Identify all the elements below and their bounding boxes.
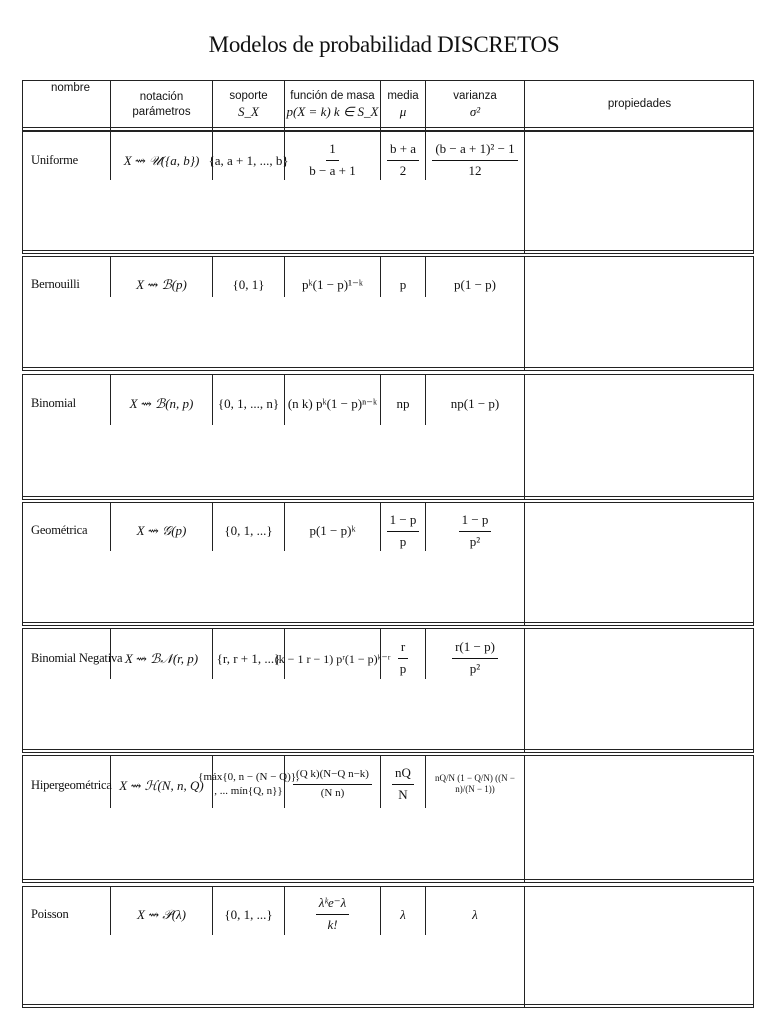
table-row xyxy=(22,374,754,500)
media-denominator: N xyxy=(398,786,408,802)
row-masa xyxy=(285,891,380,937)
header-soporte xyxy=(213,81,284,128)
row-varianza: λ xyxy=(472,906,478,922)
header-funcion-symbol: p(X = k) k ∈ S_X xyxy=(286,103,379,119)
row-masa xyxy=(285,138,380,182)
row-soporte: {0, 1, ...} xyxy=(224,906,273,922)
row-nombre: Poisson xyxy=(31,907,69,922)
row-nombre: Uniforme xyxy=(31,153,78,168)
row-notacion: X ⇝ ℬ(n, p) xyxy=(129,395,194,411)
media-numerator: r xyxy=(398,639,408,658)
media-denominator: p xyxy=(399,533,407,549)
masa-numerator: (Q k)(N−Q n−k) xyxy=(293,768,372,785)
row-masa: (n k) pᵏ(1 − p)ⁿ⁻ᵏ xyxy=(287,395,378,411)
row-varianza: np(1 − p) xyxy=(450,395,500,411)
masa-numerator: 1 xyxy=(326,141,339,160)
header-funcion xyxy=(285,81,380,128)
row-nombre: Hipergeométrica xyxy=(31,778,112,793)
varianza-numerator: r(1 − p) xyxy=(452,639,498,658)
row-nombre: Binomial Negativa xyxy=(31,651,123,666)
table-row xyxy=(22,502,754,626)
row-notacion: X ⇝ ℬ(p) xyxy=(136,276,187,292)
media-denominator: p xyxy=(399,660,407,676)
row-nombre: Bernouilli xyxy=(31,277,80,292)
table-row xyxy=(22,628,754,753)
header-media-symbol: μ xyxy=(399,103,407,119)
row-media: λ xyxy=(400,906,406,922)
header-varianza xyxy=(426,81,524,128)
row-soporte: {a, a + 1, ..., b} xyxy=(208,152,289,168)
soporte-line-1: {máx{0, n − (N − Q)}, xyxy=(198,771,299,784)
varianza-denominator: p² xyxy=(469,533,481,549)
row-varianza: nQ/N (1 − Q/N) ((N − n)/(N − 1)) xyxy=(435,773,515,794)
row-notacion: X ⇝ 𝒰({a, b}) xyxy=(123,152,200,168)
table-row xyxy=(22,755,754,883)
varianza-denominator: 12 xyxy=(468,162,482,178)
row-notacion: X ⇝ ℋ(N, n, Q) xyxy=(119,777,204,793)
row-notacion: X ⇝ ℬ𝒩(r, p) xyxy=(124,650,199,666)
table-row xyxy=(22,256,754,371)
header-notacion-label: notación xyxy=(139,91,184,104)
media-numerator: 1 − p xyxy=(387,512,420,531)
row-varianza xyxy=(426,138,524,182)
table-row xyxy=(22,131,754,254)
header-parametros-label: parámetros xyxy=(132,105,191,118)
row-varianza: p(1 − p) xyxy=(454,276,496,292)
row-media xyxy=(381,138,425,182)
row-varianza xyxy=(426,509,524,553)
varianza-numerator: 1 − p xyxy=(459,512,492,531)
table-row xyxy=(22,886,754,1008)
masa-numerator: λᵏe⁻λ xyxy=(316,895,350,914)
header-notacion xyxy=(111,81,212,128)
header-varianza-symbol: σ² xyxy=(469,103,481,119)
masa-denominator: b − a + 1 xyxy=(309,162,356,178)
header-soporte-label: soporte xyxy=(229,90,268,103)
media-numerator: nQ xyxy=(392,765,414,784)
header-soporte-symbol: S_X xyxy=(238,103,259,119)
row-notacion: X ⇝ 𝒫(λ) xyxy=(137,906,186,922)
row-masa xyxy=(285,760,380,808)
varianza-numerator: (b − a + 1)² − 1 xyxy=(432,141,517,160)
row-nombre: Geométrica xyxy=(31,523,88,538)
media-numerator: b + a xyxy=(387,141,419,160)
table-header xyxy=(22,80,754,131)
varianza-denominator: p² xyxy=(469,660,481,676)
row-media: np xyxy=(396,395,410,411)
page-title: Modelos de probabilidad DISCRETOS xyxy=(208,32,560,57)
header-media-label: media xyxy=(387,90,419,103)
row-soporte xyxy=(198,762,299,808)
header-funcion-label: función de masa xyxy=(290,90,375,103)
row-masa: pᵏ(1 − p)¹⁻ᵏ xyxy=(302,276,363,292)
row-media xyxy=(381,760,425,808)
masa-denominator: k! xyxy=(327,916,338,932)
row-media: p xyxy=(399,276,407,292)
row-masa: p(1 − p)ᵏ xyxy=(309,522,356,538)
row-media xyxy=(381,509,425,553)
row-notacion: X ⇝ 𝒢(p) xyxy=(136,522,187,538)
header-nombre: nombre xyxy=(51,82,90,94)
media-denominator: 2 xyxy=(399,162,407,178)
masa-denominator: (N n) xyxy=(320,786,345,799)
row-soporte: {0, 1, ...} xyxy=(224,522,273,538)
header-media xyxy=(381,81,425,128)
header-varianza-label: varianza xyxy=(453,90,497,103)
row-nombre: Binomial xyxy=(31,396,76,411)
header-propiedades: propiedades xyxy=(607,98,672,111)
row-soporte: {0, 1} xyxy=(232,276,265,292)
row-varianza xyxy=(426,635,524,681)
row-media xyxy=(381,635,425,681)
row-soporte: {0, 1, ..., n} xyxy=(217,395,280,411)
soporte-line-2: , ... mín{Q, n}} xyxy=(214,785,283,797)
row-masa: (k − 1 r − 1) pʳ(1 − p)ᵏ⁻ʳ xyxy=(274,651,391,666)
row-soporte: {r, r + 1, ...} xyxy=(216,650,281,666)
